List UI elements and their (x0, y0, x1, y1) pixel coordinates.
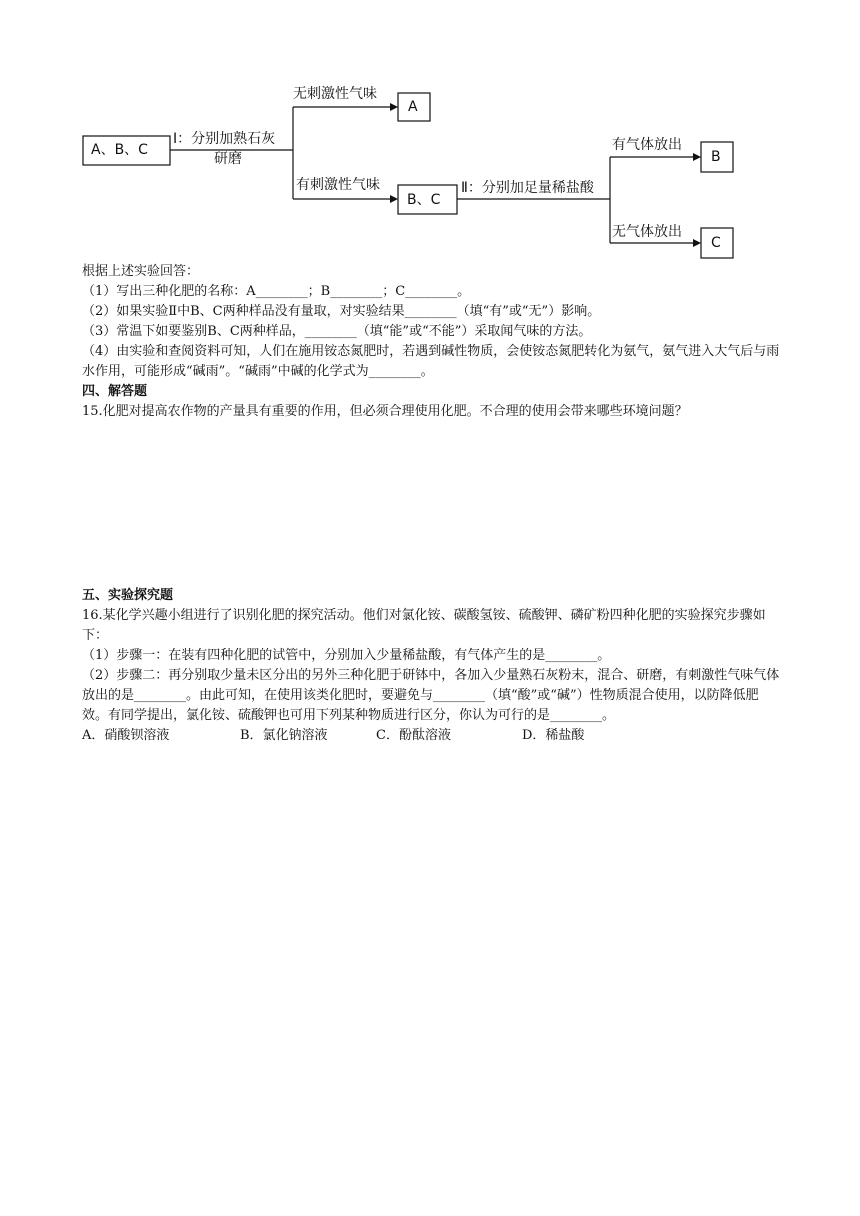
q16-step1: （1）步骤一：在装有四种化肥的试管中，分别加入少量稀盐酸，有气体产生的是________。 (82, 648, 611, 663)
box-bc-label: B、C (407, 192, 441, 208)
flowchart-lines (0, 0, 860, 270)
flowchart (0, 0, 860, 270)
box-a-label: A (408, 99, 418, 115)
q16-step2: （2）步骤二：再分别取少量未区分出的另外三种化肥于研钵中，各加入少量熟石灰粉末，混合、研磨，有刺激性气味气体放出的是________。由此可知，在使用该类化肥时，要避免与________（填“酸”或“碱”）性物质混合使用，以防降低肥效。有同学提出，氯化铵、硫酸钾也可用下列某种物质进行区分，你认为可行的是________。 (82, 668, 780, 723)
branch-gas-label: 有气体放出 (612, 137, 682, 153)
section4-heading: 四、解答题 (82, 384, 148, 399)
arrow-to-bc (390, 195, 398, 203)
branch-nogas-label: 无气体放出 (612, 224, 682, 240)
option-a: A．硝酸钡溶液 (82, 728, 170, 743)
box-b-label: B (711, 149, 721, 165)
arrow-to-b (693, 153, 701, 161)
branch-top-label: 无刺激性气味 (293, 86, 377, 102)
arrow-to-a (390, 103, 398, 111)
branch-bottom-label: 有刺激性气味 (296, 177, 380, 193)
q15-text: 15.化肥对提高农作物的产量具有重要的作用，但必须合理使用化肥。不合理的使用会带来哪些环境问题？ (82, 404, 688, 419)
section5-heading: 五、实验探究题 (82, 588, 174, 603)
option-c: C．酚酞溶液 (376, 728, 451, 743)
q16-intro: 16.某化学兴趣小组进行了识别化肥的探究活动。他们对氯化铵、碳酸氢铵、硫酸钾、磷矿粉四种化肥的实验探究步骤如下： (82, 608, 766, 643)
box-c-label: C (711, 235, 721, 251)
start-box-label: A、B、C (91, 142, 148, 158)
option-b: B．氯化钠溶液 (240, 728, 328, 743)
q16-options (82, 726, 782, 746)
step1-label-2: 研磨 (214, 151, 242, 167)
step2-label: Ⅱ：分别加足量稀盐酸 (461, 180, 594, 196)
step1-label: Ⅰ：分别加熟石灰 (173, 131, 276, 147)
q14-part4: （4）由实验和查阅资料可知，人们在施用铵态氮肥时，若遇到碱性物质，会使铵态氮肥转化为氨气，氨气进入大气后与雨水作用，可能形成“碱雨”。“碱雨”中碱的化学式为________。 (82, 344, 780, 379)
q14-part3: （3）常温下如要鉴别B、C两种样品，________（填“能”或“不能”）采取闻气味的方法。 (82, 324, 592, 339)
q14-part1: （1）写出三种化肥的名称：A________；B________；C________。 (82, 284, 471, 299)
arrow-to-c (693, 239, 701, 247)
q14-part2: （2）如果实验Ⅱ中B、C两种样品没有量取，对实验结果________（填“有”或“无”）影响。 (82, 304, 601, 319)
option-d: D．稀盐酸 (522, 728, 585, 743)
document-body (82, 262, 782, 746)
answer-space (82, 422, 782, 586)
q14-intro: 根据上述实验回答： (82, 264, 200, 279)
